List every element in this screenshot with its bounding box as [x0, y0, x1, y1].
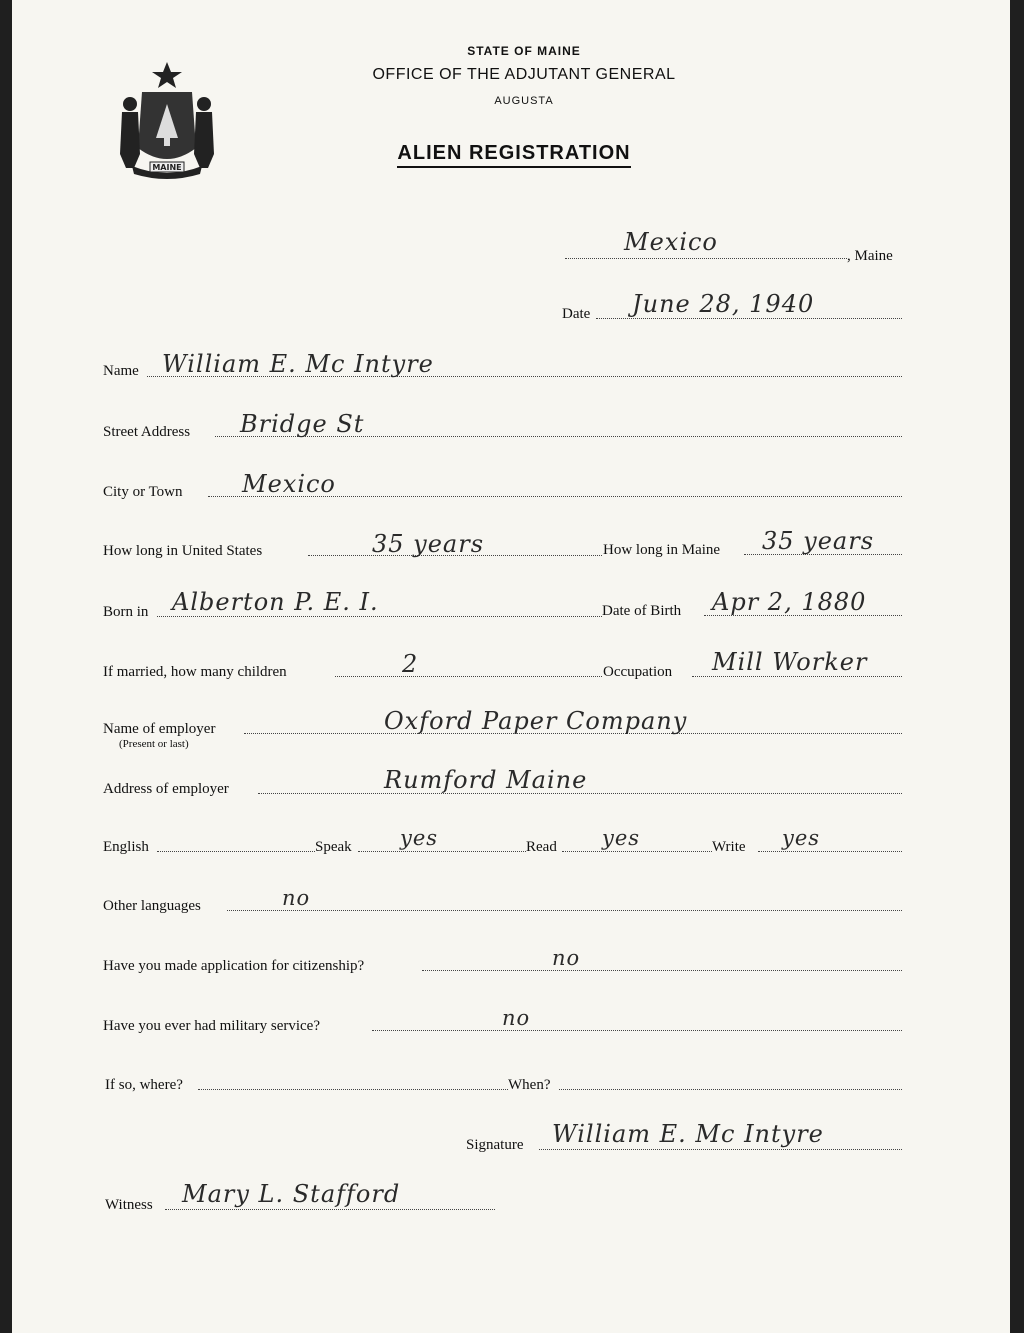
employer-label: Name of employer [103, 721, 216, 737]
date-line [596, 318, 902, 319]
when-label: When? [508, 1077, 551, 1093]
dob-value: Apr 2, 1880 [712, 588, 867, 616]
city-heading: AUGUSTA [494, 95, 554, 107]
us-label: How long in United States [103, 543, 263, 559]
children-line [335, 676, 602, 677]
other-languages-label: Other languages [103, 898, 201, 914]
street-label: Street Address [103, 424, 191, 440]
svg-text:MAINE: MAINE [152, 163, 182, 172]
witness-label: Witness [105, 1197, 153, 1213]
english-line [157, 851, 315, 852]
when-line [559, 1089, 902, 1090]
name-value: William E. Mc Intyre [162, 350, 434, 378]
maine-suffix: , Maine [847, 248, 893, 264]
other-languages-value: no [282, 886, 311, 910]
state-heading: STATE OF MAINE [467, 44, 581, 58]
military-label: Have you ever had military service? [103, 1018, 320, 1034]
witness-value: Mary L. Stafford [182, 1180, 401, 1208]
occupation-value: Mill Worker [712, 648, 868, 676]
other-languages-line [227, 910, 902, 911]
military-value: no [502, 1006, 531, 1030]
years-us-value: 35 years [372, 530, 485, 558]
read-label: Read [526, 839, 557, 855]
date-value: June 28, 1940 [632, 290, 815, 318]
write-label: Write [712, 839, 746, 855]
office-heading: OFFICE OF THE ADJUTANT GENERAL [372, 66, 676, 83]
where-label: If so, where? [105, 1077, 183, 1093]
born-line [157, 616, 602, 617]
occupation-label: Occupation [603, 664, 673, 680]
write-value: yes [782, 826, 821, 850]
military-line [372, 1030, 902, 1031]
witness-line [165, 1209, 495, 1210]
write-line [758, 851, 902, 852]
english-label: English [103, 839, 149, 855]
signature-label: Signature [466, 1137, 524, 1153]
signature-line [539, 1149, 902, 1150]
city-value: Mexico [242, 470, 336, 498]
born-label: Born in [103, 604, 149, 620]
read-value: yes [602, 826, 641, 850]
employer-address-value: Rumford Maine [384, 766, 588, 794]
town-value: Mexico [624, 228, 718, 256]
occupation-line [692, 676, 902, 677]
employer-value: Oxford Paper Company [384, 707, 688, 735]
form-page [12, 0, 1010, 1333]
read-line [562, 851, 712, 852]
city-label: City or Town [103, 484, 183, 500]
born-value: Alberton P. E. I. [172, 588, 379, 616]
signature-value: William E. Mc Intyre [552, 1120, 824, 1148]
speak-label: Speak [315, 839, 352, 855]
years-maine-value: 35 years [762, 527, 875, 555]
speak-value: yes [400, 826, 439, 850]
children-value: 2 [402, 650, 419, 678]
citizenship-label: Have you made application for citizenship? [103, 958, 365, 974]
children-label: If married, how many children [103, 664, 287, 680]
where-line [198, 1089, 508, 1090]
form-title: ALIEN REGISTRATION [12, 142, 1010, 165]
name-label: Name [103, 363, 139, 379]
employer-sublabel: (Present or last) [119, 738, 189, 750]
citizenship-line [422, 970, 902, 971]
employer-address-label: Address of employer [103, 781, 229, 797]
maine-label: How long in Maine [603, 542, 721, 558]
dob-label: Date of Birth [602, 603, 682, 619]
citizenship-value: no [552, 946, 581, 970]
speak-line [358, 851, 526, 852]
date-label: Date [562, 306, 591, 322]
street-value: Bridge St [240, 410, 365, 438]
town-line [565, 258, 847, 259]
